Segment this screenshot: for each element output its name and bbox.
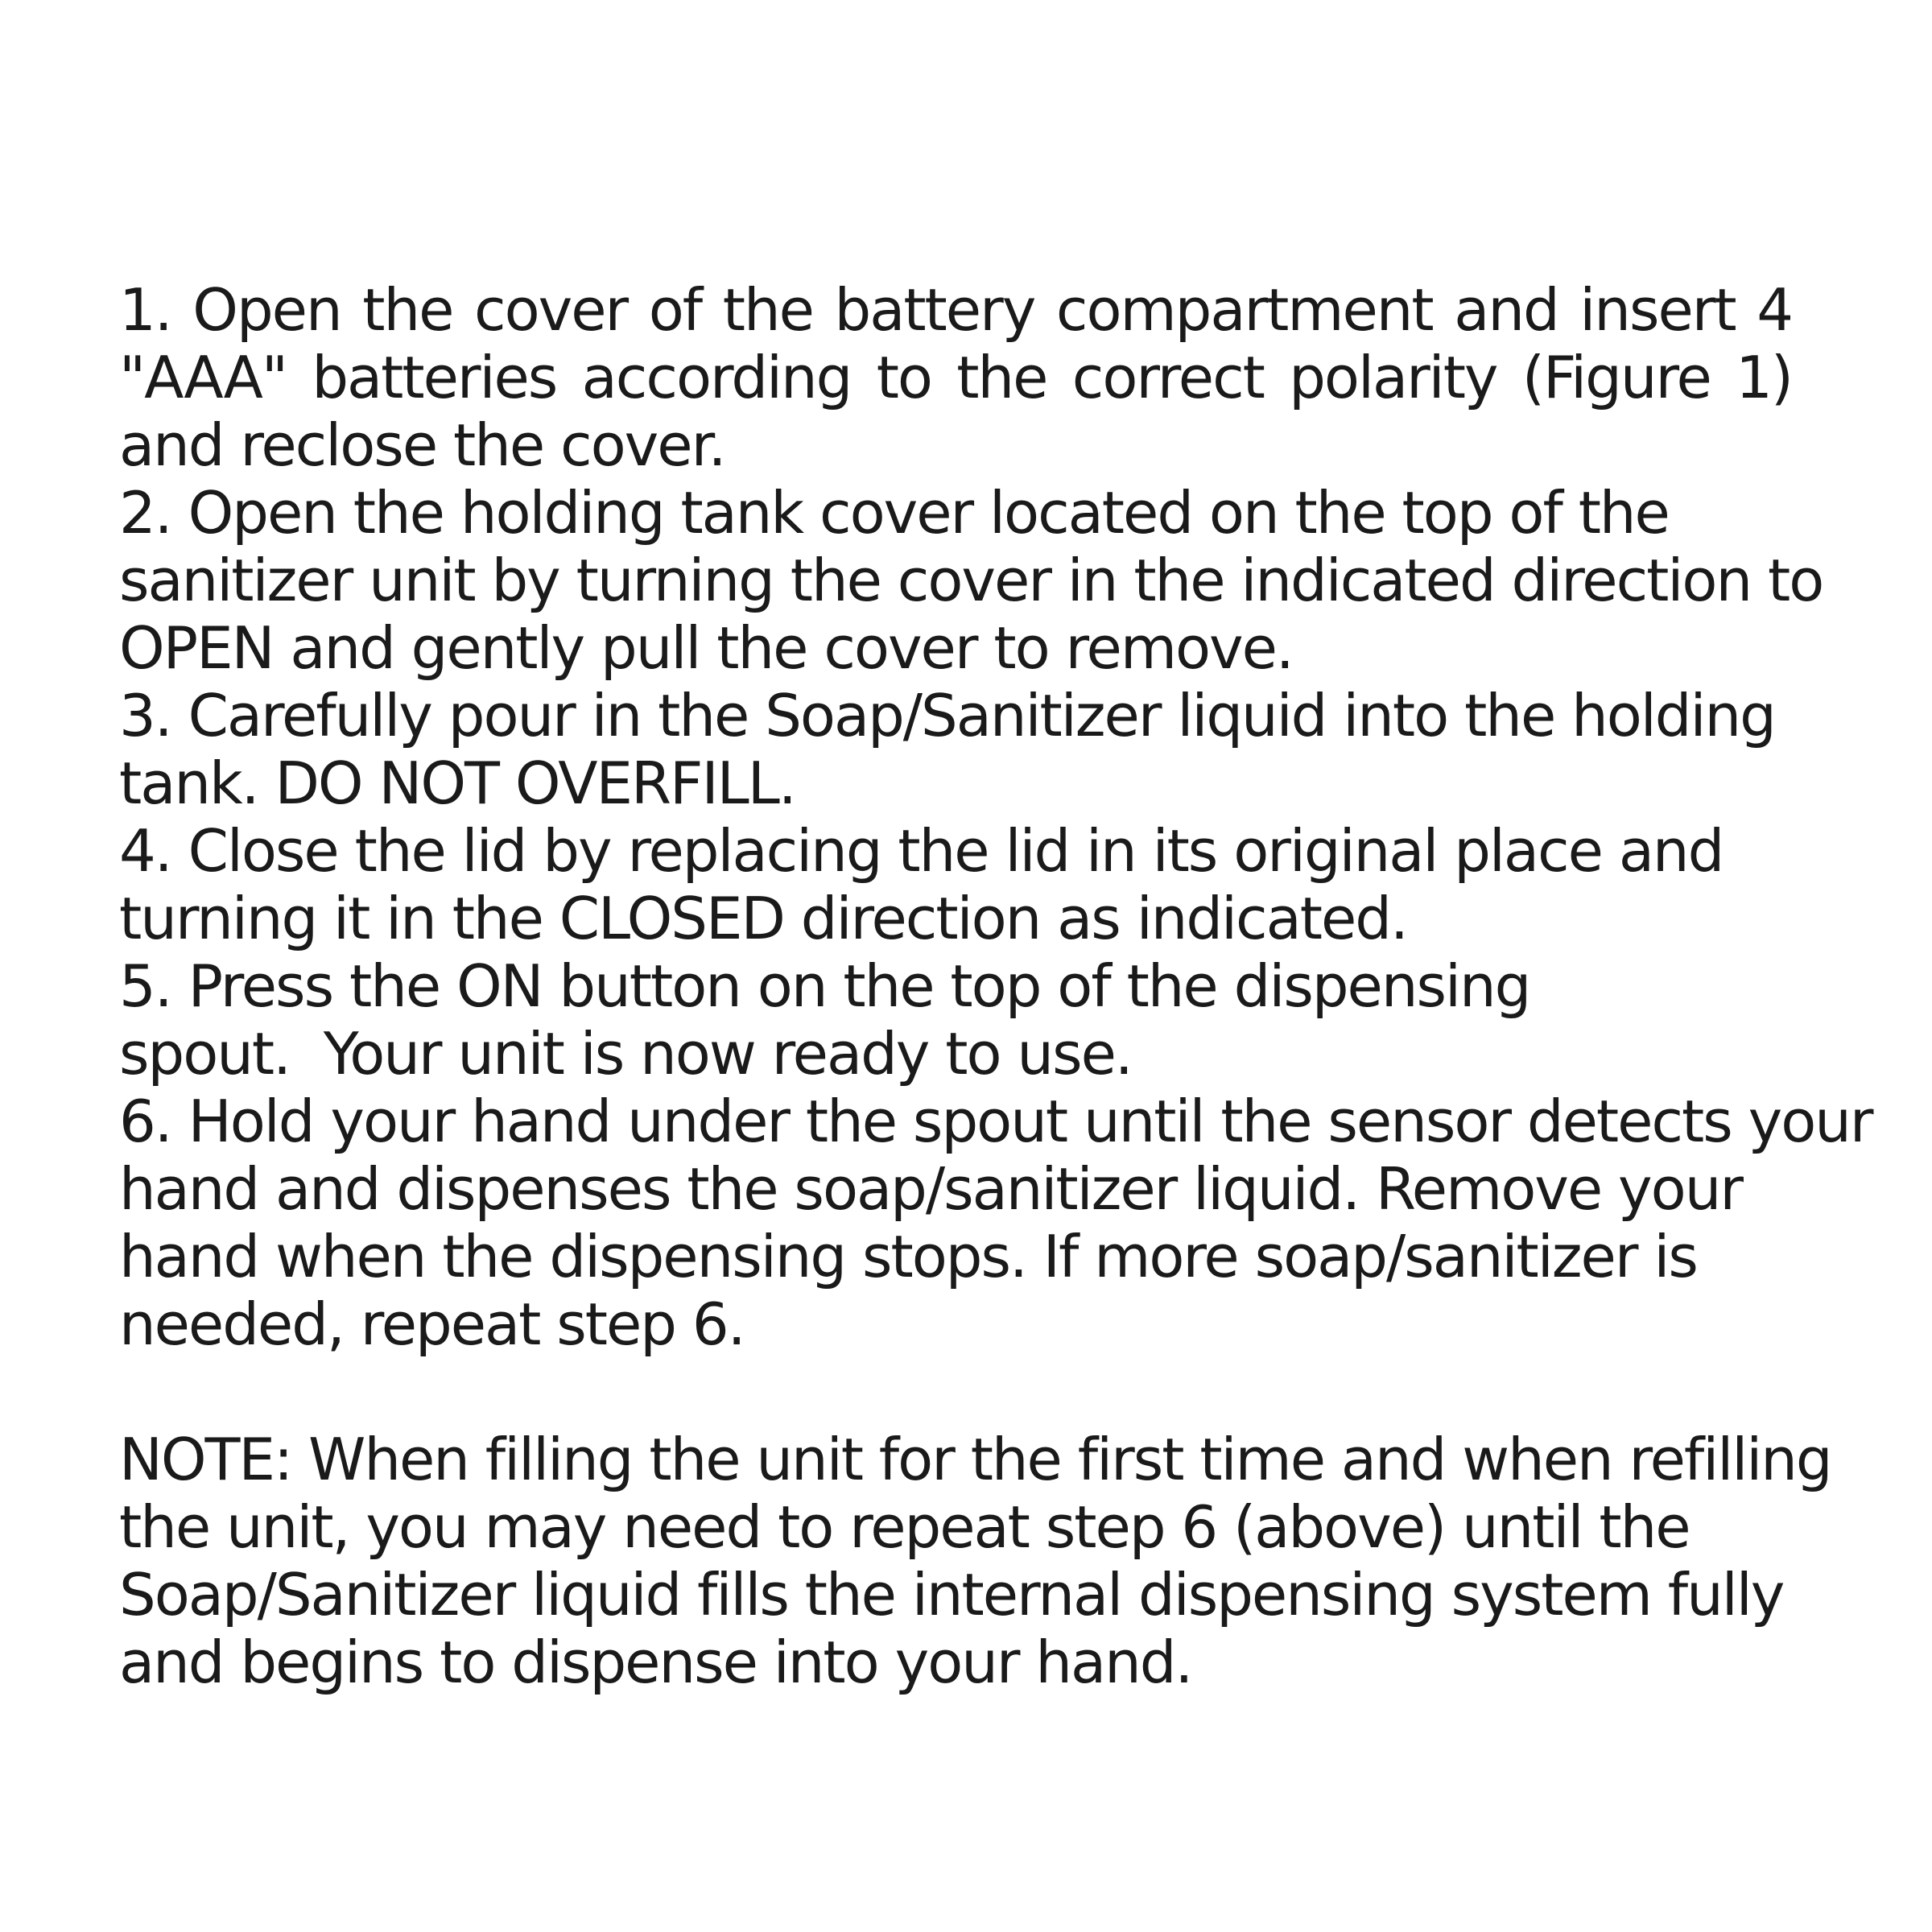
step-6-line-4: needed, repeat step 6. [119,1290,745,1358]
step-5-line-2: spout. Your unit is now ready to use. [119,1020,1132,1088]
step-6-line-1: 6. Hold your hand under the spout until the sensor detects your [119,1088,1872,1155]
step-3 [119,682,1850,817]
step-6-line-3: hand when the dispensing stops. If more soap/sanitizer is [119,1223,1697,1290]
step-4 [119,817,1850,952]
note-line-3: Soap/Sanitizer liquid fills the internal dispensing system fully [119,1561,1784,1629]
step-1-line-1: 1. Open the cover of the battery compartment and insert 4 [119,276,1792,344]
note-line-1: NOTE: When filling the unit for the first time and when refilling [119,1426,1831,1493]
step-1-line-2: "AAA" batteries according to the correct polarity (Figure 1) [119,344,1792,411]
step-4-line-2: turning it in the CLOSED direction as indicated. [119,885,1407,952]
step-1-line-3: and reclose the cover. [119,411,725,479]
instructions-text [119,276,1872,1696]
step-2-line-1: 2. Open the holding tank cover located on the top of the [119,479,1669,547]
step-6 [119,1088,1872,1358]
step-2-line-3: OPEN and gently pull the cover to remove. [119,614,1293,682]
step-1 [119,276,1850,479]
step-5 [119,952,1850,1088]
step-4-line-1: 4. Close the lid by replacing the lid in its original place and [119,817,1724,885]
note-line-2: the unit, you may need to repeat step 6 (above) until the [119,1493,1690,1561]
note-line-4: and begins to dispense into your hand. [119,1629,1192,1696]
step-5-line-1: 5. Press the ON button on the top of the dispensing [119,952,1530,1020]
step-3-line-2: tank. DO NOT OVERFILL. [119,749,795,817]
step-2 [119,479,1850,682]
step-2-line-2: sanitizer unit by turning the cover in the indicated direction to [119,547,1823,614]
note-paragraph [119,1426,1850,1696]
step-6-line-2: hand and dispenses the soap/sanitizer liquid. Remove your [119,1155,1742,1223]
step-3-line-1: 3. Carefully pour in the Soap/Sanitizer liquid into the holding [119,682,1775,749]
